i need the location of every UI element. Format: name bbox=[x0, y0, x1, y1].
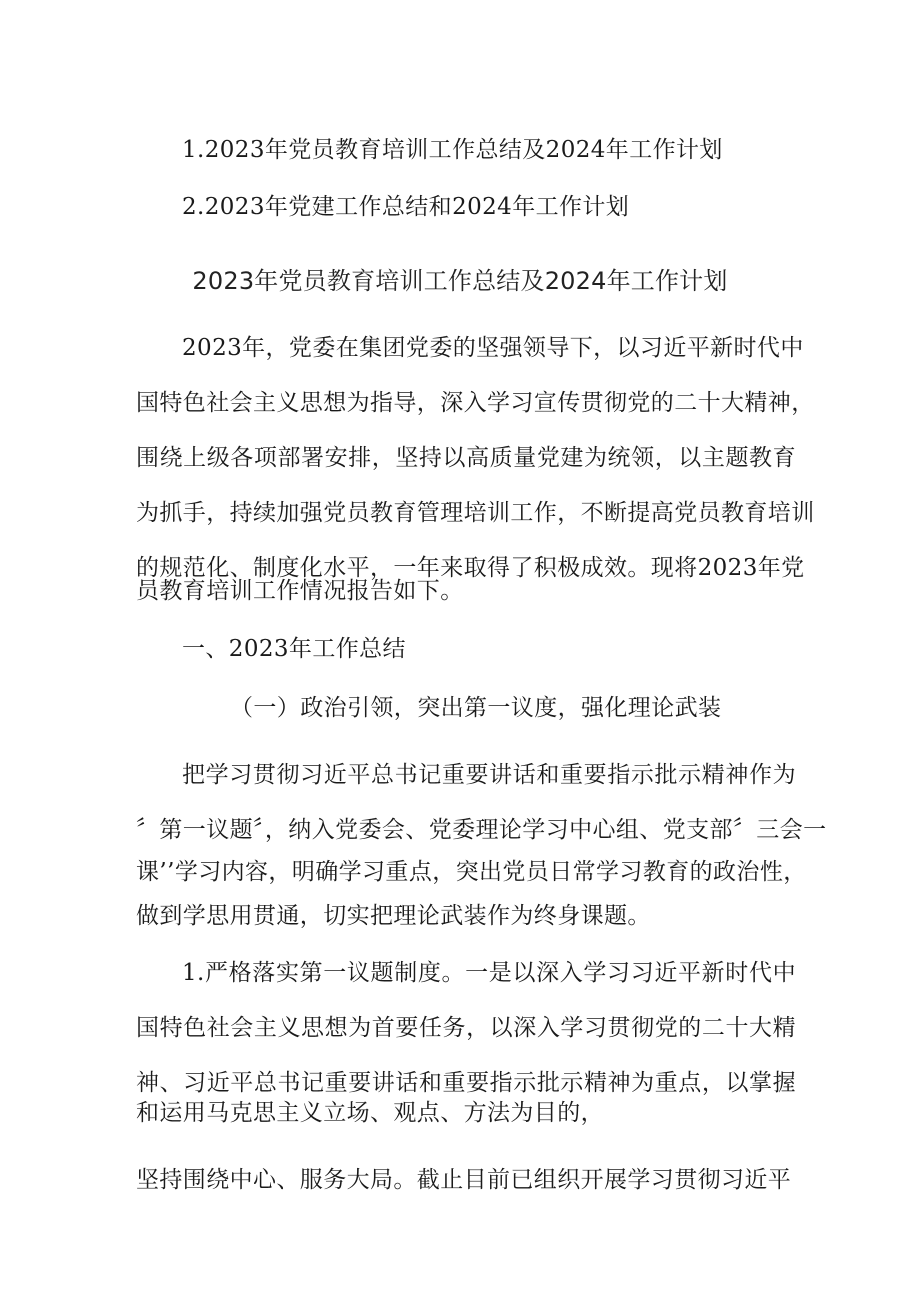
para3-line-1: 1.严格落实第一议题制度。一是以深入学习习近平新时代中 bbox=[182, 960, 796, 986]
intro-line-2: 国特色社会主义思想为指导，深入学习宣传贯彻党的二十大精神， bbox=[136, 390, 815, 416]
para3-line-2: 国特色社会主义思想为首要任务，以深入学习贯彻党的二十大精 bbox=[136, 1015, 796, 1041]
para2-line-2: 〞第一议题〞，纳入党委会、党委理论学习中心组、党支部〞三会一 bbox=[136, 817, 827, 843]
intro-line-6: 员教育培训工作情况报告如下。 bbox=[136, 578, 464, 604]
para2-line-1: 把学习贯彻习近平总书记重要讲话和重要指示批示精神作为 bbox=[182, 762, 796, 788]
toc-item-2: 2.2023年党建工作总结和2024年工作计划 bbox=[182, 194, 630, 220]
para4-line-1: 坚持围绕中心、服务大局。截止目前已组织开展学习贯彻习近平 bbox=[136, 1167, 792, 1193]
para2-line-3: 课’’学习内容，明确学习重点，突出党员日常学习教育的政治性， bbox=[136, 859, 807, 885]
intro-line-3: 围绕上级各项部署安排，坚持以高质量党建为统领，以主题教育 bbox=[136, 445, 796, 471]
subsection-heading: （一）政治引领，突出第一议度，强化理论武装 bbox=[230, 695, 722, 721]
para3-line-3: 神、习近平总书记重要讲话和重要指示批示精神为重点，以掌握 bbox=[136, 1070, 796, 1096]
document-title: 2023年党员教育培训工作总结及2024年工作计划 bbox=[192, 267, 728, 295]
toc-item-1: 1.2023年党员教育培训工作总结及2024年工作计划 bbox=[182, 137, 723, 163]
para3-line-4: 和运用马克思主义立场、观点、方法为目的， bbox=[136, 1100, 604, 1126]
section-heading: 一、2023年工作总结 bbox=[182, 636, 406, 662]
intro-line-1: 2023年，党委在集团党委的坚强领导下，以习近平新时代中 bbox=[182, 335, 804, 361]
para2-line-4: 做到学思用贯通，切实把理论武装作为终身课题。 bbox=[136, 903, 651, 929]
intro-line-5: 的规范化、制度化水平，一年来取得了积极成效。现将2023年党 bbox=[136, 555, 805, 581]
intro-line-4: 为抓手，持续加强党员教育管理培训工作，不断提高党员教育培训 bbox=[136, 500, 815, 526]
